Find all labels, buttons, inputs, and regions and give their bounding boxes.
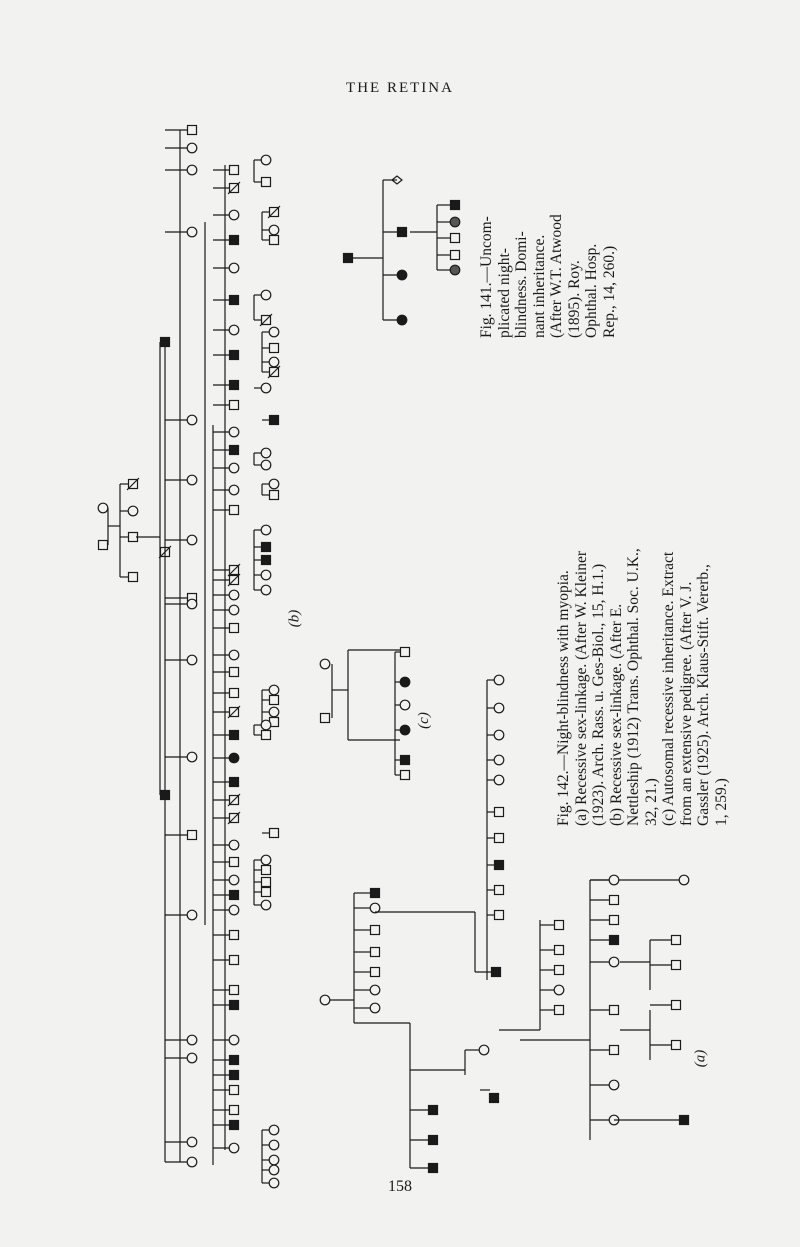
caption-line: Fig. 142.—Night-blindness with myopia. <box>555 570 572 826</box>
caption-line: blindness. Domi- <box>513 231 530 338</box>
affected-male-symbol <box>492 968 501 977</box>
male-symbol <box>270 344 279 353</box>
male-symbol <box>262 178 271 187</box>
male-symbol <box>495 808 504 817</box>
male-symbol <box>495 911 504 920</box>
male-symbol <box>495 834 504 843</box>
carrier-female-symbol <box>450 265 460 275</box>
affected-female-symbol <box>400 677 410 687</box>
male-symbol <box>99 541 108 550</box>
female-symbol <box>229 590 239 600</box>
affected-male-symbol <box>230 1056 239 1065</box>
affected-male-symbol <box>262 543 271 552</box>
affected-male-symbol <box>398 228 407 237</box>
caption-line: Nettleship (1912) Trans. Ophthal. Soc. U.K., <box>625 548 642 826</box>
male-symbol <box>262 731 271 740</box>
male-symbol <box>270 829 279 838</box>
male-symbol <box>610 1006 619 1015</box>
female-symbol <box>269 479 279 489</box>
female-symbol <box>609 875 619 885</box>
female-symbol <box>229 427 239 437</box>
female-symbol <box>187 910 197 920</box>
male-symbol <box>555 966 564 975</box>
female-symbol <box>479 1045 489 1055</box>
panel-label-b: (b) <box>286 609 303 628</box>
panel-label-c: (c) <box>415 712 432 729</box>
female-symbol <box>229 325 239 335</box>
female-symbol <box>261 855 271 865</box>
male-symbol <box>188 126 197 135</box>
male-symbol <box>401 771 410 780</box>
male-symbol <box>230 931 239 940</box>
female-symbol <box>261 585 271 595</box>
affected-male-symbol <box>230 351 239 360</box>
affected-male-symbol <box>230 381 239 390</box>
female-symbol <box>554 985 564 995</box>
male-symbol <box>262 866 271 875</box>
female-symbol <box>229 840 239 850</box>
caption-line: (a) Recessive sex-linkage. (After W. Kleiner <box>572 550 590 826</box>
affected-male-symbol <box>230 296 239 305</box>
female-symbol <box>187 535 197 545</box>
caption-line: plicated night- <box>495 248 513 338</box>
male-symbol <box>672 1001 681 1010</box>
male-symbol <box>230 668 239 677</box>
caption-line: Rep., 14, 260.) <box>600 245 618 338</box>
female-symbol <box>261 155 271 165</box>
male-symbol <box>495 886 504 895</box>
affected-male-symbol <box>230 1071 239 1080</box>
female-symbol <box>269 685 279 695</box>
male-symbol <box>230 689 239 698</box>
male-symbol <box>610 1046 619 1055</box>
affected-female-symbol <box>229 753 239 763</box>
female-symbol <box>187 655 197 665</box>
panel-label-a: (a) <box>692 1049 709 1068</box>
male-symbol <box>451 234 460 243</box>
male-symbol <box>371 948 380 957</box>
female-symbol <box>269 225 279 235</box>
female-symbol <box>261 290 271 300</box>
female-symbol <box>187 1035 197 1045</box>
male-symbol <box>610 916 619 925</box>
male-symbol <box>230 858 239 867</box>
female-symbol <box>229 210 239 220</box>
female-symbol <box>187 1053 197 1063</box>
affected-male-symbol <box>429 1136 438 1145</box>
affected-male-symbol <box>490 1094 499 1103</box>
female-symbol <box>187 752 197 762</box>
female-symbol <box>261 570 271 580</box>
female-symbol <box>229 1143 239 1153</box>
female-symbol <box>269 1140 279 1150</box>
female-symbol <box>269 1155 279 1165</box>
affected-male-symbol <box>429 1164 438 1173</box>
female-symbol <box>494 775 504 785</box>
male-symbol <box>672 936 681 945</box>
female-symbol <box>370 985 380 995</box>
caption-line: 1, 259.) <box>712 778 730 826</box>
female-symbol <box>261 460 271 470</box>
caption-line: from an extensive pedigree. (After V. J. <box>677 581 695 826</box>
affected-male-symbol <box>230 731 239 740</box>
female-symbol <box>320 995 330 1005</box>
female-symbol <box>269 1125 279 1135</box>
female-symbol <box>370 1003 380 1013</box>
affected-male-symbol <box>230 778 239 787</box>
female-symbol <box>128 506 138 516</box>
caption-line: 32, 21.) <box>642 778 660 826</box>
female-symbol <box>229 463 239 473</box>
figure-142-caption <box>555 496 730 826</box>
male-symbol <box>555 1006 564 1015</box>
female-symbol <box>229 875 239 885</box>
male-symbol <box>672 961 681 970</box>
affected-male-symbol <box>610 936 619 945</box>
male-symbol <box>610 896 619 905</box>
female-symbol <box>269 327 279 337</box>
affected-female-symbol <box>397 270 407 280</box>
female-symbol <box>187 599 197 609</box>
affected-male-symbol <box>680 1116 689 1125</box>
female-symbol <box>187 165 197 175</box>
female-symbol <box>229 605 239 615</box>
female-symbol <box>320 659 330 669</box>
male-symbol <box>672 1041 681 1050</box>
male-symbol <box>262 878 271 887</box>
affected-male-symbol <box>230 236 239 245</box>
female-symbol <box>98 503 108 513</box>
female-symbol <box>261 383 271 393</box>
caption-line: (b) Recessive sex-linkage. (After E. <box>607 603 625 826</box>
affected-female-symbol <box>397 315 407 325</box>
female-symbol <box>494 703 504 713</box>
male-symbol <box>262 888 271 897</box>
female-symbol <box>269 707 279 717</box>
affected-male-symbol <box>230 1121 239 1130</box>
caption-line: (After W.T. Atwood <box>548 214 565 338</box>
male-symbol <box>401 648 410 657</box>
running-header: THE RETINA <box>346 80 454 96</box>
male-symbol <box>230 166 239 175</box>
male-symbol <box>371 926 380 935</box>
caption-line: (1895). Roy. <box>565 260 583 338</box>
male-symbol <box>129 573 138 582</box>
male-symbol <box>270 236 279 245</box>
male-symbol <box>451 251 460 260</box>
male-symbol <box>188 831 197 840</box>
page-number: 158 <box>388 1178 412 1195</box>
caption-line: Gassler (1925). Arch. Klaus-Stift. Vererb., <box>695 564 712 826</box>
female-symbol <box>229 650 239 660</box>
caption-line: (c) Autosomal recessive inheritance. Extract <box>660 551 677 826</box>
female-symbol <box>494 675 504 685</box>
female-symbol <box>187 227 197 237</box>
female-symbol <box>609 1080 619 1090</box>
female-symbol <box>229 905 239 915</box>
male-symbol <box>230 624 239 633</box>
female-symbol <box>229 485 239 495</box>
male-symbol <box>555 921 564 930</box>
affected-male-symbol <box>262 556 271 565</box>
female-symbol <box>187 475 197 485</box>
affected-male-symbol <box>495 861 504 870</box>
affected-male-symbol <box>230 446 239 455</box>
female-symbol <box>261 448 271 458</box>
female-symbol <box>400 700 410 710</box>
female-symbol <box>269 357 279 367</box>
male-symbol <box>230 506 239 515</box>
female-symbol <box>269 1165 279 1175</box>
male-symbol <box>371 968 380 977</box>
male-symbol <box>230 1086 239 1095</box>
female-symbol <box>229 1035 239 1045</box>
male-symbol <box>555 946 564 955</box>
female-symbol <box>494 730 504 740</box>
carrier-female-symbol <box>450 217 460 227</box>
affected-male-symbol <box>429 1106 438 1115</box>
female-symbol <box>187 143 197 153</box>
affected-male-symbol <box>451 201 460 210</box>
caption-line: (1923). Arch. Rass. u. Ges-Biol., 15, H.1.) <box>590 563 607 826</box>
female-symbol <box>187 1157 197 1167</box>
male-symbol <box>230 1106 239 1115</box>
caption-line: Fig. 141.—Uncom- <box>478 216 495 338</box>
female-symbol <box>261 900 271 910</box>
female-symbol <box>261 525 271 535</box>
affected-male-symbol <box>230 1001 239 1010</box>
female-symbol <box>609 957 619 967</box>
affected-male-symbol <box>371 889 380 898</box>
affected-male-symbol <box>401 756 410 765</box>
male-symbol <box>270 491 279 500</box>
female-symbol <box>187 1137 197 1147</box>
female-symbol <box>229 263 239 273</box>
female-symbol <box>261 720 271 730</box>
affected-male-symbol <box>344 254 353 263</box>
male-symbol <box>230 401 239 410</box>
female-symbol <box>679 875 689 885</box>
male-symbol <box>230 956 239 965</box>
affected-male-symbol <box>230 891 239 900</box>
figure-141-caption <box>478 148 618 338</box>
caption-line: Ophthal. Hosp. <box>583 243 600 338</box>
female-symbol <box>187 415 197 425</box>
female-symbol <box>494 755 504 765</box>
affected-male-symbol <box>270 416 279 425</box>
male-symbol <box>270 696 279 705</box>
female-symbol <box>370 903 380 913</box>
affected-female-symbol <box>400 725 410 735</box>
caption-line: nant inheritance. <box>530 234 548 338</box>
male-symbol <box>321 714 330 723</box>
male-symbol <box>230 986 239 995</box>
